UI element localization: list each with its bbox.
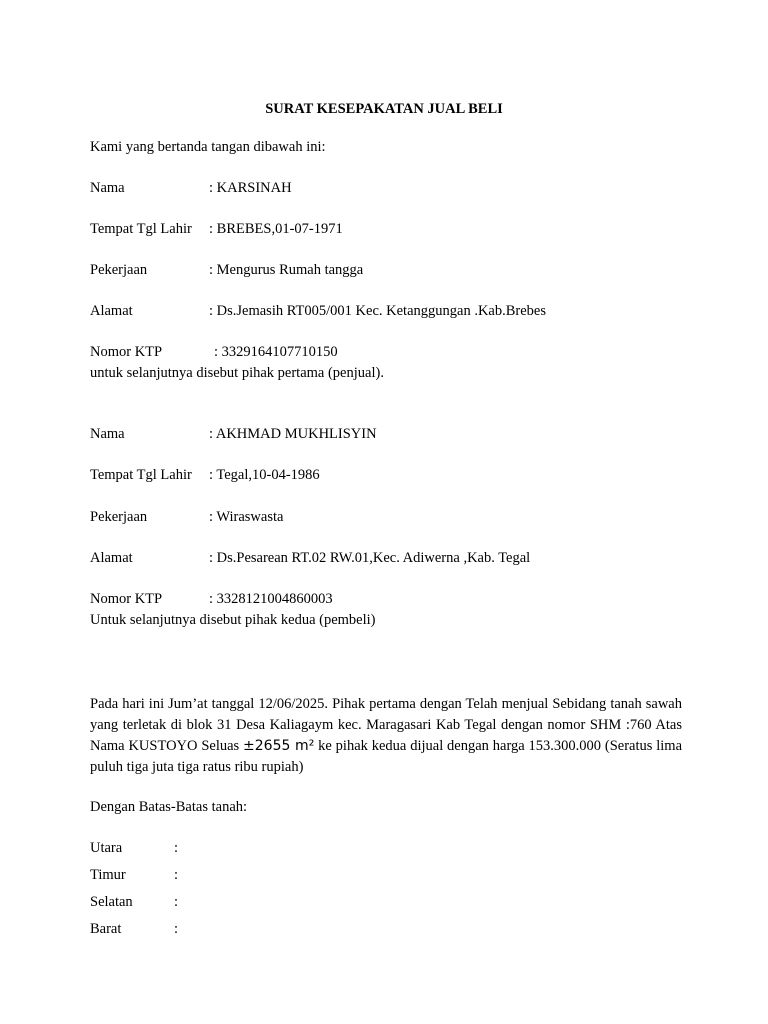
land-area: ±2655 m² [243, 738, 315, 754]
document-title: SURAT KESEPAKATAN JUAL BELI [265, 101, 503, 117]
first-party-closing: untuk selanjutnya disebut pihak pertama (penjual). [90, 365, 384, 381]
first-party-address-value: : Ds.Jemasih RT005/001 Kec. Ketanggungan .Kab.Brebes [209, 303, 546, 319]
boundary-south-colon: : [174, 894, 179, 910]
first-party-ktp-value: : 3329164107710150 [214, 344, 338, 360]
agreement-text-end: ke pihak kedua dijual dengan harga 153.300.000 (Seratus lima puluh tiga juta tiga ratus ribu rupiah) [90, 738, 683, 775]
second-party-address-value: : Ds.Pesarean RT.02 RW.01,Kec. Adiwerna ,Kab. Tegal [209, 550, 531, 566]
second-party-ktp-value: : 3328121004860003 [209, 591, 333, 607]
first-party-job-label: Pekerjaan [90, 262, 148, 278]
boundary-east-label: Timur [90, 867, 126, 883]
second-party-closing: Untuk selanjutnya disebut pihak kedua (pembeli) [90, 612, 376, 628]
first-party-ktp-label: Nomor KTP [90, 344, 163, 360]
boundary-north-colon: : [174, 840, 179, 856]
boundaries-heading: Dengan Batas-Batas tanah: [90, 799, 248, 815]
agreement-paragraph [90, 694, 682, 778]
second-party-address-label: Alamat [90, 550, 133, 566]
first-party-name-label: Nama [90, 180, 125, 196]
first-party-job-value: : Mengurus Rumah tangga [209, 262, 364, 278]
boundary-west-colon: : [174, 921, 179, 937]
boundary-south-label: Selatan [90, 894, 133, 910]
first-party-birth-value: : BREBES,01-07-1971 [209, 221, 343, 237]
second-party-job-label: Pekerjaan [90, 509, 148, 525]
second-party-name-label: Nama [90, 426, 125, 442]
second-party-name-value: : AKHMAD MUKHLISYIN [209, 426, 377, 442]
agreement-text-start: Pada hari ini Jum’at tanggal 12/06/2025. Pihak pertama dengan Telah menjual Sebidang tanah sawah yang terletak di blok 31 Desa Kaliagaym kec. Maragasari Kab Tegal dengan nomor SHM :760 Atas Nama KUSTOYO Seluas [90, 696, 682, 754]
first-party-address-label: Alamat [90, 303, 133, 319]
second-party-birth-value: : Tegal,10-04-1986 [209, 467, 320, 483]
intro-text: Kami yang bertanda tangan dibawah ini: [90, 139, 326, 155]
boundary-north-label: Utara [90, 840, 123, 856]
second-party-job-value: : Wiraswasta [209, 509, 284, 525]
second-party-birth-label: Tempat Tgl Lahir [90, 467, 192, 483]
boundary-east-colon: : [174, 867, 179, 883]
second-party-ktp-label: Nomor KTP [90, 591, 163, 607]
first-party-name-value: : KARSINAH [209, 180, 292, 196]
boundary-west-label: Barat [90, 921, 122, 937]
first-party-birth-label: Tempat Tgl Lahir [90, 221, 192, 237]
